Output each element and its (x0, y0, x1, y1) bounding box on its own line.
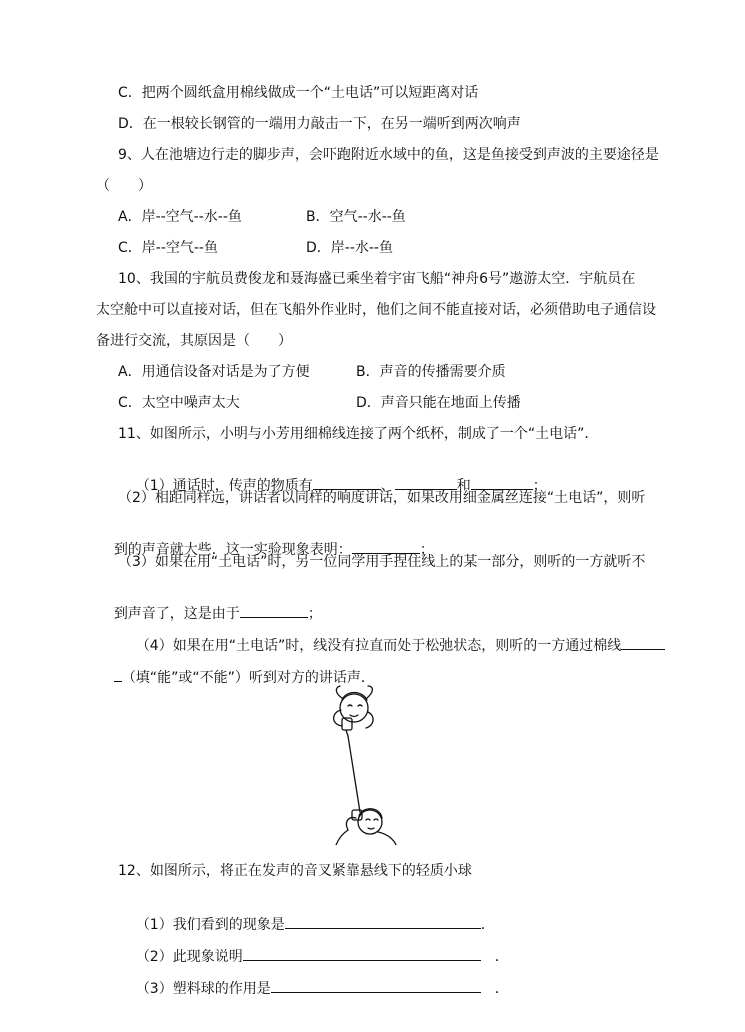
q12-stem: 12、如图所示，将正在发声的音叉紧靠悬线下的轻质小球 (118, 863, 472, 879)
q11-part1-separator: 、 (380, 478, 395, 494)
q11-part3-line1: （3）如果在用“土电话”时，另一位同学用手捏住线上的某一部分，则听的一方就听不 (118, 554, 646, 570)
q9-stem: 9、人在池塘边行走的脚步声，会吓跑附近水域中的鱼，这是鱼接受到声波的主要途径是 (118, 147, 659, 163)
tin-can-telephone-figure (312, 680, 402, 845)
answer-blank[interactable] (240, 603, 308, 618)
q12-part3 (118, 960, 509, 1016)
answer-blank[interactable] (285, 914, 481, 929)
q10-stem-line1: 10、我国的宇航员费俊龙和聂海盛已乘坐着宇宙飞船“神舟6号”遨游太空．宇航员在 (118, 271, 636, 287)
q12-part2-text: （2）此现象说明 (135, 949, 243, 965)
q12-part1-text: （1）我们看到的现象是 (135, 917, 285, 933)
q9-answer-paren: （ ） (96, 178, 152, 194)
q12-part1-end: ． (480, 917, 495, 933)
answer-blank[interactable] (313, 475, 381, 490)
q11-part4-text: （4）如果在用“土电话”时，线没有拉直而处于松弛状态，则听的一方通过棉线 (135, 638, 622, 654)
q11-part2-end: ； (419, 542, 434, 558)
q12-part2-end: ． (494, 949, 509, 965)
q11-part1-conjunction: 和 (456, 478, 471, 494)
q12-part3-text: （3）塑料球的作用是 (135, 981, 271, 997)
q9-option-c: C．岸--空气--鱼 (118, 240, 218, 256)
q11-part3-text: 到声音了，这是由于 (113, 606, 240, 622)
q12-part3-end: ． (494, 981, 509, 997)
q8-option-c: C．把两个圆纸盒用棉线做成一个“土电话”可以短距离对话 (118, 85, 479, 101)
q9-option-b: B．空气--水--鱼 (306, 209, 406, 225)
q11-part4-text2: （填“能”或“不能”）听到对方的讲话声． (121, 670, 375, 686)
q9-option-a: A．岸--空气--水--鱼 (118, 209, 242, 225)
q9-option-d: D．岸--水--鱼 (306, 240, 393, 256)
q11-part2-line1: （2）相距同样远，讲话者以同样的响度讲话，如果改用细金属丝连接“土电话”，则听 (118, 490, 646, 506)
answer-blank[interactable] (395, 475, 457, 490)
q11-part3-end: ； (307, 606, 322, 622)
answer-blank[interactable] (621, 635, 665, 650)
answer-blank[interactable] (271, 978, 481, 993)
q8-option-d: D．在一根较长钢管的一端用力敲击一下，在另一端听到两次响声 (118, 116, 521, 132)
q10-option-c: C．太空中噪声太大 (118, 395, 240, 411)
q11-part1-end: ； (532, 478, 547, 494)
q11-part2-text: 到的声音就大些．这一实验现象表明： (113, 542, 352, 558)
q10-option-d: D．声音只能在地面上传播 (356, 395, 521, 411)
answer-blank[interactable] (243, 946, 481, 961)
q10-stem-line3: 备进行交流，其原因是（ ） (96, 333, 292, 349)
q11-part1-prefix: （1）通话时，传声的物质有 (135, 478, 313, 494)
q10-stem-line2: 太空舱中可以直接对话，但在飞船外作业时，他们之间不能直接对话，必须借助电子通信设 (96, 302, 656, 318)
q10-option-a: A．用通信设备对话是为了方便 (118, 364, 310, 380)
q10-option-b: B．声音的传播需要介质 (356, 364, 506, 380)
answer-blank[interactable] (352, 539, 420, 554)
answer-blank[interactable] (471, 475, 533, 490)
q11-stem: 11、如图所示，小明与小芳用细棉线连接了两个纸杯，制成了一个“土电话”． (118, 426, 599, 442)
answer-blank[interactable] (114, 667, 122, 682)
